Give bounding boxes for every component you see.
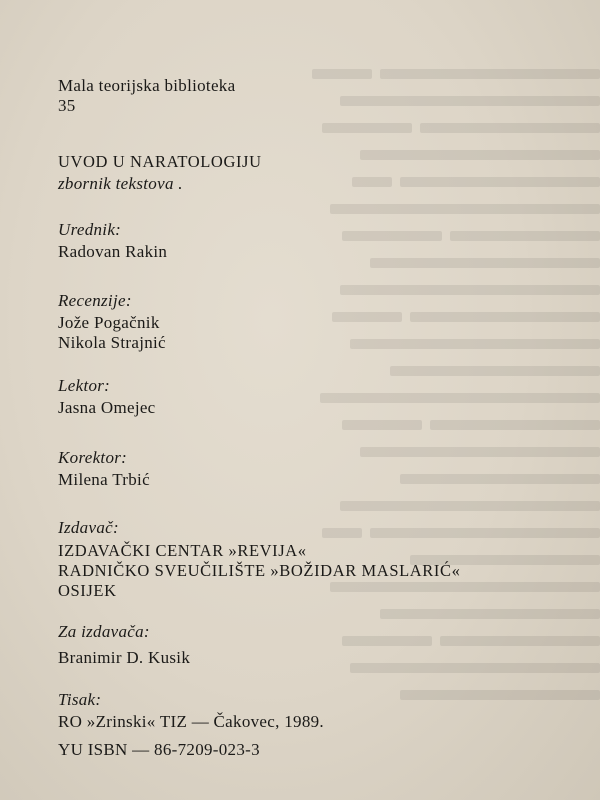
publisher-line: RADNIČKO SVEUČILIŠTE »BOŽIDAR MASLARIĆ« (58, 561, 461, 580)
title-block (58, 152, 262, 194)
series-block (58, 76, 235, 116)
editor-block (58, 220, 167, 262)
for-publisher-block (58, 622, 190, 668)
reviewers-block (58, 291, 166, 353)
for-publisher-name: Branimir D. Kusik (58, 648, 191, 667)
print-label: Tisak: (58, 690, 102, 709)
reviewer-name: Jože Pogačnik (58, 313, 160, 332)
editor-name: Radovan Rakin (58, 242, 168, 261)
print-block (58, 690, 324, 732)
publisher-line: OSIJEK (58, 581, 117, 600)
lector-label: Lektor: (58, 376, 111, 395)
proofreader-name: Milena Trbić (58, 470, 150, 489)
book-title: UVOD U NARATOLOGIJU (58, 152, 262, 171)
reviewer-name: Nikola Strajnić (58, 333, 166, 352)
publisher-label: Izdavač: (58, 518, 119, 537)
lector-block (58, 376, 156, 418)
publisher-block (58, 518, 460, 601)
isbn-block (58, 740, 260, 760)
publisher-line: IZDAVAČKI CENTAR »REVIJA« (58, 541, 307, 560)
bleed-through-text (260, 60, 600, 700)
isbn: YU ISBN — 86-7209-023-3 (58, 740, 260, 759)
reviewers-label: Recenzije: (58, 291, 132, 310)
proofreader-label: Korektor: (58, 448, 128, 467)
book-subtitle: zbornik tekstova . (58, 174, 183, 193)
proofreader-block (58, 448, 150, 490)
series-number: 35 (58, 96, 76, 115)
series-name: Mala teorijska biblioteka (58, 76, 236, 95)
for-publisher-label: Za izdavača: (58, 622, 150, 641)
editor-label: Urednik: (58, 220, 122, 239)
print-text: RO »Zrinski« TIZ — Čakovec, 1989. (58, 712, 324, 731)
lector-name: Jasna Omejec (58, 398, 156, 417)
